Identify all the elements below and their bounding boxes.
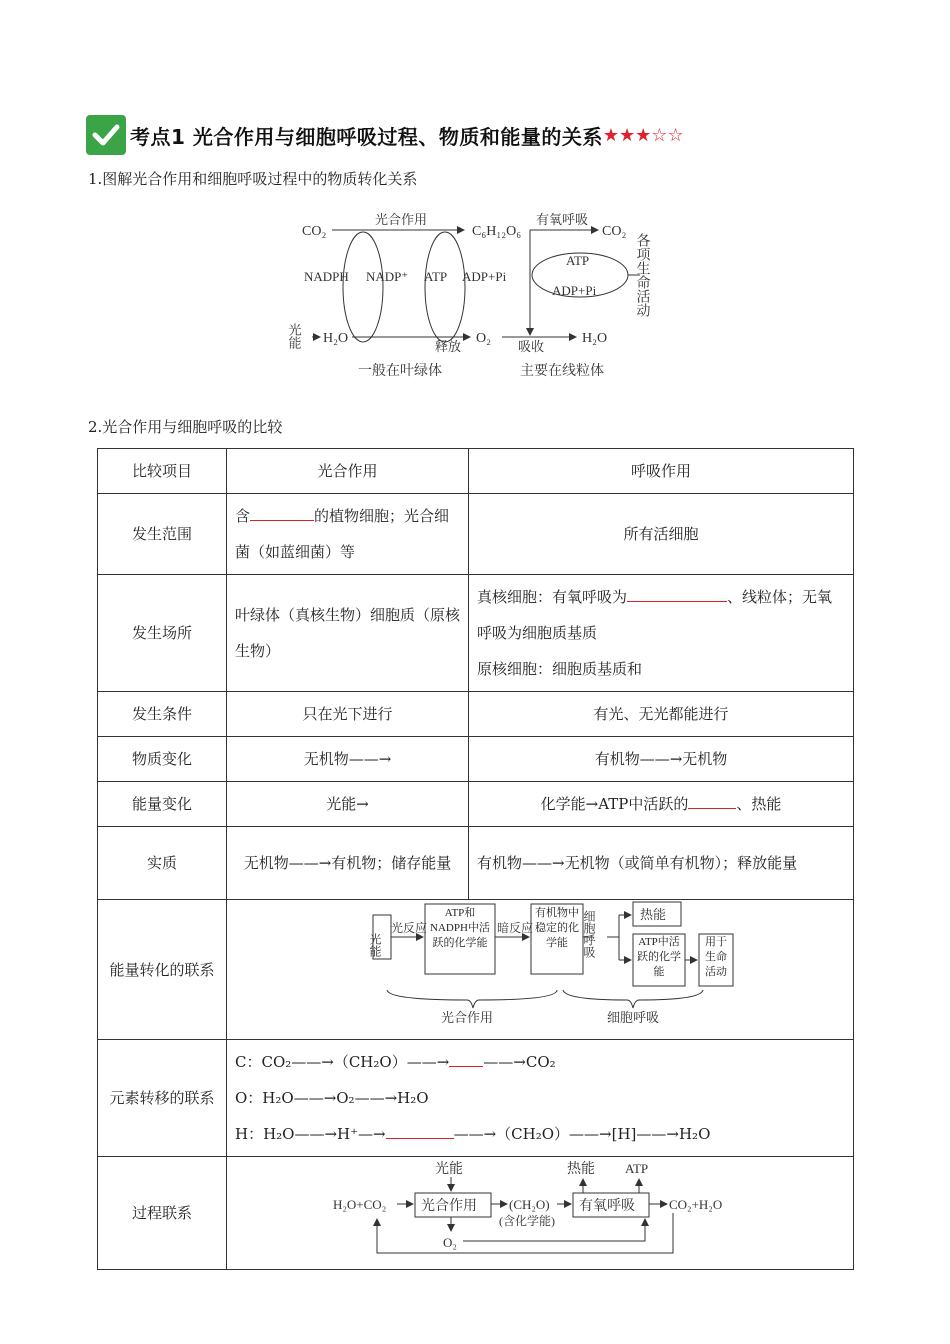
- essence-resp: 有机物——→无机物（或简单有机物）；释放能量: [469, 827, 854, 900]
- pr-photosynthesis: 光合作用: [421, 1199, 477, 1214]
- d1-co2-right: CO₂: [602, 224, 627, 239]
- fill-blank[interactable]: [627, 583, 727, 602]
- site-resp-a: 真核细胞：有氧呼吸为: [477, 588, 628, 606]
- scope-label: 发生范围: [98, 494, 227, 575]
- matter-photo: 无机物——→: [227, 737, 469, 782]
- check-icon: [86, 115, 126, 155]
- el-cell-resp: 细胞呼吸: [582, 910, 596, 958]
- site-label: 发生场所: [98, 575, 227, 692]
- c-line-a: C：CO₂——→（CH₂O）——→: [235, 1053, 450, 1071]
- scope-photo-a: 含: [235, 507, 251, 525]
- d1-glucose: C₆H₁₂O₆: [472, 224, 522, 239]
- el-dark-reaction: 暗反应: [497, 921, 534, 935]
- process-label: 过程联系: [98, 1157, 227, 1270]
- d1-release: 释放: [435, 339, 462, 354]
- table-row: [98, 827, 854, 900]
- d1-adp-right: ADP+Pi: [552, 283, 597, 298]
- table-row: [98, 737, 854, 782]
- d1-h2o-left: H₂O: [323, 331, 349, 346]
- pr-ch2o-note: (含化学能): [499, 1214, 555, 1228]
- header-resp: 呼吸作用: [469, 449, 854, 494]
- essence-label: 实质: [98, 827, 227, 900]
- comparison-table: [97, 448, 854, 1270]
- essence-photo: 无机物——→有机物；储存能量: [227, 827, 469, 900]
- el-heat: 热能: [640, 907, 667, 922]
- header-photo: 光合作用: [227, 449, 469, 494]
- pr-light: 光能: [435, 1162, 463, 1177]
- h-line-b: ——→（CH₂O）——→[H]——→H₂O: [453, 1125, 711, 1143]
- d1-photosynthesis-label: 光合作用: [375, 212, 428, 227]
- d1-mitochondria: 主要在线粒体: [520, 364, 604, 379]
- site-resp-c: 原核细胞：细胞质基质和: [477, 660, 643, 678]
- page-title: 考点1 光合作用与细胞呼吸过程、物质和能量的关系: [130, 124, 603, 149]
- d1-nadp: NADP⁺: [366, 269, 409, 284]
- fill-blank[interactable]: [449, 1048, 483, 1067]
- table-row: [98, 900, 854, 1040]
- energy-link-diagram: [227, 900, 853, 1035]
- star-rating: ★★★☆☆: [602, 124, 684, 146]
- d1-atp: ATP: [424, 269, 448, 284]
- section-1-heading: 1.图解光合作用和细胞呼吸过程中的物质转化关系: [88, 170, 418, 188]
- pr-atp: ATP: [625, 1161, 649, 1176]
- table-row: [98, 692, 854, 737]
- el-light-energy: 光能: [368, 933, 382, 957]
- element-content: [227, 1040, 854, 1157]
- d1-h2o-right: H₂O: [582, 331, 608, 346]
- table-row: [98, 449, 854, 494]
- d1-co2-left: CO₂: [302, 224, 327, 239]
- el-light-reaction: 光反应: [391, 921, 428, 935]
- header-item: 比较项目: [98, 449, 227, 494]
- process-diagram: [227, 1157, 853, 1265]
- pr-inputs: H₂O+CO₂: [333, 1197, 387, 1212]
- table-row: [98, 1157, 854, 1270]
- table-row: [98, 575, 854, 692]
- matter-resp: 有机物——→无机物: [469, 737, 854, 782]
- energy-resp-b: 、热能: [736, 795, 782, 813]
- d1-nadph: NADPH: [304, 269, 349, 284]
- el-stable: 有机物中稳定的化学能: [535, 907, 579, 949]
- matter-label: 物质变化: [98, 737, 227, 782]
- d1-aerobic-label: 有氧呼吸: [536, 212, 589, 227]
- el-resp-label: 细胞呼吸: [607, 1010, 660, 1025]
- photosynthesis-respiration-diagram: [286, 205, 680, 385]
- table-row: [98, 494, 854, 575]
- fill-blank[interactable]: [386, 1120, 454, 1139]
- d1-chloroplast: 一般在叶绿体: [358, 364, 442, 379]
- energy-link-diagram-cell: [227, 900, 854, 1040]
- site-photo: 叶绿体（真核生物）细胞质（原核生物）: [227, 575, 469, 692]
- scope-resp: 所有活细胞: [469, 494, 854, 575]
- el-for-life: 用于生命活动: [705, 936, 727, 978]
- process-diagram-cell: [227, 1157, 854, 1270]
- d1-absorb: 吸收: [518, 339, 545, 354]
- pr-heat: 热能: [567, 1162, 595, 1177]
- h-line-a: H：H₂O——→H⁺—→: [235, 1125, 386, 1143]
- element-label: 元素转移的联系: [98, 1040, 227, 1157]
- pr-ch2o: (CH₂O): [509, 1197, 550, 1212]
- site-resp: [469, 575, 854, 692]
- element-c-line: [235, 1044, 845, 1080]
- fill-blank[interactable]: [250, 502, 314, 521]
- el-atp-nadph: ATP和NADPH中活跃的化学能: [430, 907, 490, 949]
- c-line-b: ——→CO₂: [483, 1053, 556, 1071]
- energy-resp: [469, 782, 854, 827]
- condition-resp: 有光、无光都能进行: [469, 692, 854, 737]
- d1-light: 光能: [286, 323, 302, 349]
- pr-aerobic: 有氧呼吸: [579, 1199, 635, 1214]
- element-h-line: [235, 1116, 845, 1152]
- table-row: [98, 782, 854, 827]
- scope-photo-b: 的植物细胞；光合细菌（如蓝细菌）等: [235, 507, 450, 561]
- d1-atp-right: ATP: [566, 253, 590, 268]
- table-row: [98, 1040, 854, 1157]
- title-row: [86, 114, 684, 156]
- condition-photo: 只在光下进行: [227, 692, 469, 737]
- el-atp-active: ATP中活跃的化学能: [637, 936, 681, 978]
- d1-life-activities: 各项生命活动: [634, 233, 650, 317]
- element-o-line: O：H₂O——→O₂——→H₂O: [235, 1089, 429, 1107]
- pr-o2: O₂: [443, 1235, 457, 1250]
- scope-photo: [227, 494, 469, 575]
- site-resp-b: 、线粒体；无氧呼吸为细胞质基质: [477, 588, 833, 642]
- pr-outputs: CO₂+H₂O: [669, 1197, 723, 1212]
- energy-label: 能量变化: [98, 782, 227, 827]
- energy-photo: 光能→: [227, 782, 469, 827]
- d1-adp: ADP+Pi: [462, 269, 507, 284]
- energy-resp-a: 化学能→ATP中活跃的: [540, 795, 689, 813]
- fill-blank[interactable]: [688, 790, 736, 809]
- section-2-heading: 2.光合作用与细胞呼吸的比较: [88, 418, 283, 436]
- d1-o2: O₂: [476, 331, 491, 346]
- energy-link-label: 能量转化的联系: [98, 900, 227, 1040]
- condition-label: 发生条件: [98, 692, 227, 737]
- el-photo-label: 光合作用: [441, 1010, 494, 1025]
